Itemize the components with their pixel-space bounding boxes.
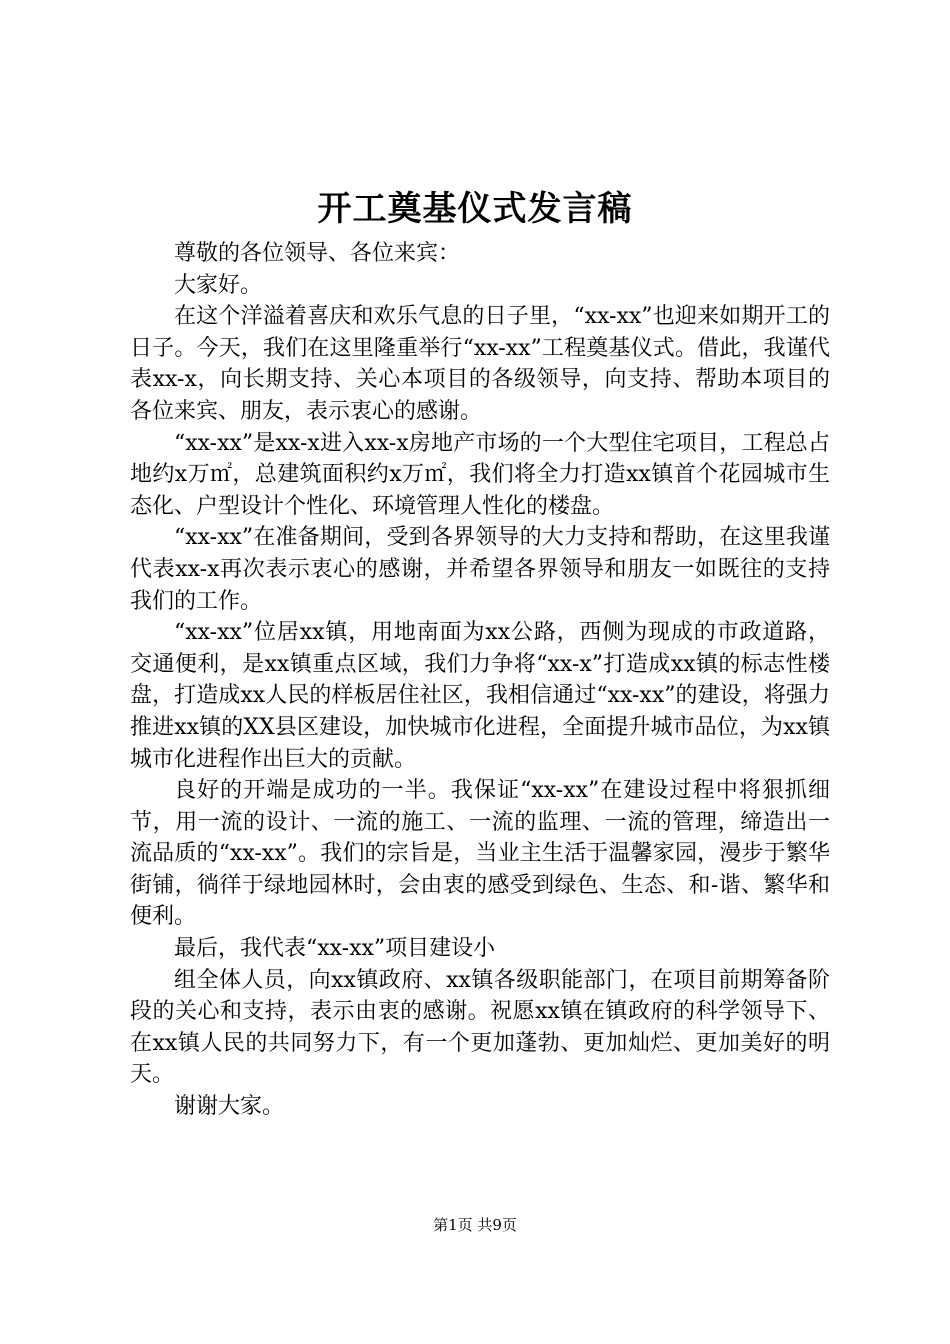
- body-paragraph: 在这个洋溢着喜庆和欢乐气息的日子里，“xx-xx”也迎来如期开工的日子。今天，我们在这里隆重举行“xx-xx”工程奠基仪式。借此，我谨代表xx-x，向长期支持、关心本项目的各级领导，向支持、帮助本项目的各位来宾、朋友，表示衷心的感谢。: [130, 304, 830, 424]
- body-paragraph: 良好的开端是成功的一半。我保证“xx-xx”在建设过程中将狠抓细节，用一流的设计、一流的施工、一流的监理、一流的管理，缔造出一流品质的“xx-xx”。我们的宗旨是，当业主生活于温馨家园，漫步于繁华街铺，徜徉于绿地园林时，会由衷的感受到绿色、生态、和-谐、繁华和便利。: [130, 778, 830, 930]
- document-title: 开工奠基仪式发言稿: [317, 189, 633, 229]
- greeting-paragraph: 大家好。: [174, 272, 263, 298]
- body-paragraph: “xx-xx”位居xx镇，用地南面为xx公路，西侧为现成的市政道路，交通便利，是xx镇重点区域，我们力争将“xx-x”打造成xx镇的标志性楼盘，打造成xx人民的样板居住社区，我相信通过“xx-xx”的建设，将强力推进xx镇的XX县区建设，加快城市化进程，全面提升城市品位，为xx镇城市化进程作出巨大的贡献。: [130, 620, 830, 772]
- salutation-paragraph: 尊敬的各位领导、各位来宾：: [174, 241, 461, 266]
- document-body: [130, 238, 830, 1123]
- body-paragraph: “xx-xx”在准备期间，受到各界领导的大力支持和帮助，在这里我谨代表xx-x再次表示衷心的感谢，并希望各界领导和朋友一如既往的支持我们的工作。: [130, 525, 830, 614]
- body-paragraph: “xx-xx”是xx-x进入xx-x房地产市场的一个大型住宅项目，工程总占地约x万㎡，总建筑面积约x万㎡，我们将全力打造xx镇首个花园城市生态化、户型设计个性化、环境管理人性化的楼盘。: [130, 430, 830, 519]
- page-number-footer: 第1页 共9页: [433, 1216, 517, 1234]
- closing-paragraph: 谢谢大家。: [174, 1094, 285, 1120]
- body-paragraph: 组全体人员，向xx镇政府、xx镇各级职能部门，在项目前期筹备阶段的关心和支持，表示由衷的感谢。祝愿xx镇在镇政府的科学领导下、在xx镇人民的共同努力下，有一个更加蓬勃、更加灿烂、更加美好的明天。: [130, 967, 830, 1088]
- body-paragraph: 最后，我代表“xx-xx”项目建设小: [174, 936, 496, 962]
